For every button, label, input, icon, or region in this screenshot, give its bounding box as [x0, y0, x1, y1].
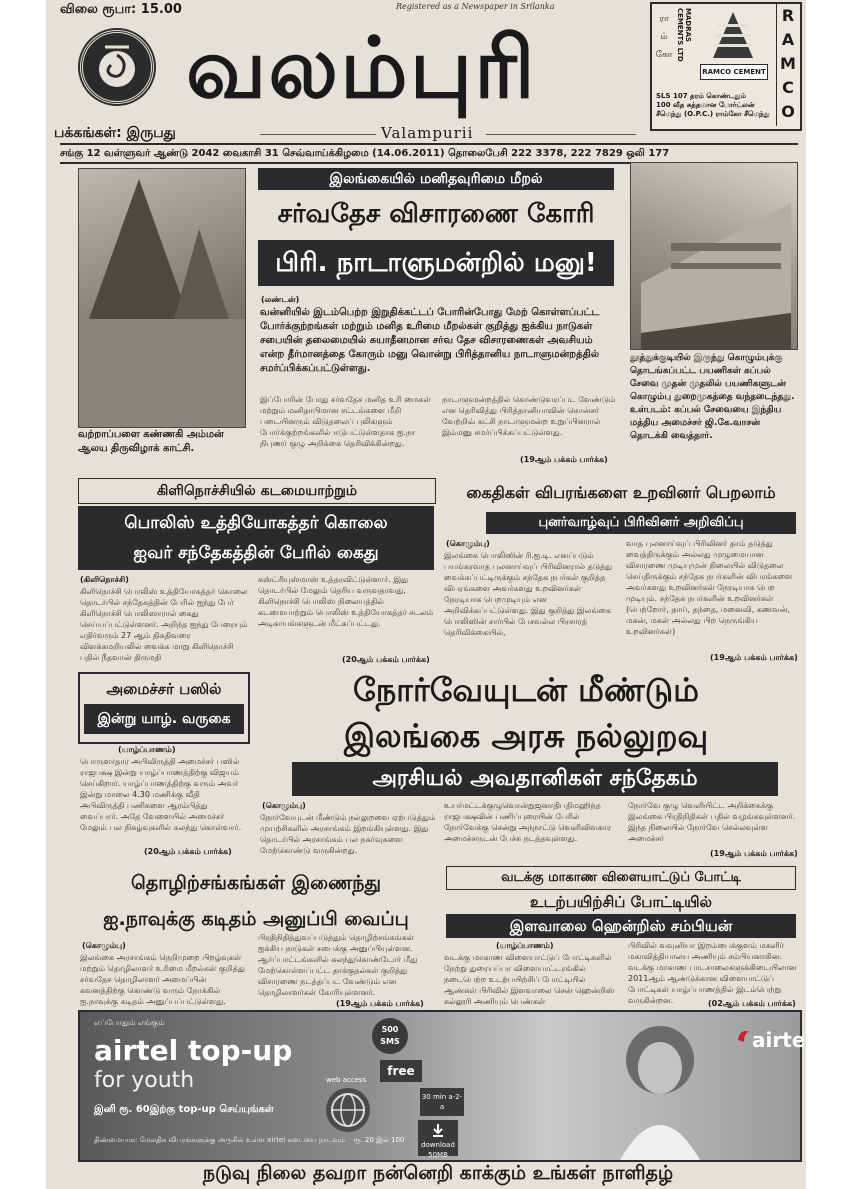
story1-dateline: (லண்டன்): [261, 295, 300, 304]
story5-body-3: நோர்வே குழு வெளியிட்ட அறிக்கைக்கு இலங்கை பிரதிநிதிகள் பதில் வழங்கவுள்ளனர். இந்த நிலையில் நோர்வே செல்லவுள்ள அமைச்சர்: [628, 801, 796, 843]
story4-dateline: (யாழ்ப்பாணம்): [118, 745, 176, 754]
story1-continued: (19ஆம் பக்கம் பார்க்க): [520, 455, 608, 464]
ramco-left-3: கோ: [655, 50, 673, 60]
ramco-description: [656, 92, 774, 119]
story3-body: இலங்கை பொலிஸின் ரி.ஐ.டி. எனப்படும் பயங்கரவாத புலனாய்வுப் பிரிவினரால் தடுத்து வைக்கப்பட்டிருக்கும் சந்தேக நபர்கள் குறித்த விபரங்களை அவர்களது உறவினர்கள் நேரடியாக பெறமுடியும் என அறிவிக்கப்பட்டுள்ளது. இது குறித்து இலங்கை பொலிஸின் சார்பில் பேசவல்ல பிரசாரத் தெரிவிக்கையில்,: [444, 551, 613, 637]
ramco-line-3: சீமெந்து (O.P.C.) ராம்கோ சீமெந்து: [656, 110, 770, 118]
story1-body-left: இப்போரின் போது சர்வதேச மனித உரி மைகள் மற்றும் மனிதாபிமான சட்டங்களை மீறி படையினரும் விடுதலைப் புலிகளும் போர்க்குற்றங்களில் ஈடுபட்டுள்ளதாக ஐ.நா நிபுணர் குழு அறிக்கை தெரிவிக்கின்றது.: [260, 395, 431, 448]
story3-body-right: வாத புலனாய்வுப் பிரிவினர் தாம் தடுத்து வைத்திருக்கும் அல்லது முழுமையான விசாரணை முடியுமுன் நிலையில் விடுதலை செய்திருக்கும் சந்தேக நபர்களின் விபரங்களை அவர்களது உறவினர்கள் நேரடியாக பெற முடியும். சந்தேக நபர்களின் உறவினர்கள் (பெற்றோர், தாய், தந்தை, மனைவி, கணவன், மகன், மகள் அல்லது பிற நெருங்கிய உறவினர்கள்): [626, 539, 793, 636]
title-rule-right: [486, 134, 636, 135]
story5-body-2: உயர்மட்டக்குழுவொன்றுஜனாதிபதிமஹிந்த ராஜபக்ஷவின் பணிப்புரையின் பேரில் நோர்வேக்கு சென்று அந்நாட்டு வெளிவிவகார அமைச்சருடன் பேச்சு நடத்தவுள்ளது.: [444, 801, 612, 843]
ad-offer: இனி ரூ. 60இற்கு top-up செய்யுங்கள்: [94, 1104, 274, 1115]
ship-photo-caption: தூத்துக்குடியில் இருந்து கொழும்புக்கு தொடங்கப்பட்ட பயணிகள் கப்பல் சேவை முதன் முதலில் பயணிகளுடன் கொழும்பு துறைமுகத்தை வந்தடைந்தது. உள்படம்: கப்பல் சேவையை இந்திய மத்திய அமைச்சர் ஜி.கே.வாசன் தொடக்கி வைத்தார்.: [630, 353, 795, 441]
ramco-line-1: SLS 107 தரம் கொண்டதும்: [656, 92, 747, 100]
pages-count: பக்கங்கள்: இருபது: [54, 125, 176, 141]
ramco-letter-a: A: [781, 30, 795, 49]
footer-slogan: நடுவு நிலை தவறா நன்னெறி காக்கும் உங்கள் நாளிதழ்: [202, 1162, 674, 1184]
story1-body-right: நாடாளுமன்றத்தில் கொண்டுவரப்பட வேண்டும் என தெரிவித்து பிரித்தானியாவின் கொன்சர் வேற்றிவ் கட்சி நாடாளுமன்ற உறுப்பினரால் இம்மனு சமர்ப்பிக்கப்பட்டுள்ளது.: [442, 395, 616, 437]
ad-brand: airtel: [752, 1028, 813, 1052]
story4-body: பொருளாதார அபிவிருத்தி அமைச்சர் பஸில் ராஜபக்ஷ இன்று யாழ்ப்பாணத்திற்கு விஜயம் செய்கிறார். யாழ்ப்பாணத்திற்கு வரும் அவர் இன்று மாலை 4.30 மணிக்கு வீதி அபிவிருத்தி பணிகளை ஆரம்பித்து வைப்பார். அதே வேளையில் அமைச்சர் மேலும் பல நிகழ்வுகளில் கலந்து கொள்வார்.: [80, 757, 242, 832]
story7-body-right: பிரிவில் வவுனியா இறம்பைக்குளம் மகளிர் மகாவித்தியாலய அணியும் சம்பியனாகின. வடக்கு மாகாண பாடசாலைகளுக்கிடையிலான 2011ஆம் ஆண்டுக்கான விளையாட்டுப் போட்டிகள் யாழ்ப்பாணத்தில் இடம்பெற்று வருகின்றன.: [628, 941, 797, 1005]
story2-headline-1: பொலிஸ் உத்தியோகத்தர் கொலை: [124, 513, 388, 533]
ad-footer: திண்மையாக: மேலதிக விபரங்களுக்கு அருகில் உள்ள airtel கடையை நாடவும்: [94, 1136, 345, 1144]
story2-continued: (20ஆம் பக்கம் பார்க்க): [342, 655, 430, 664]
smiling-woman-photo: [600, 1020, 720, 1160]
airtel-advertisement: [78, 1010, 813, 1162]
ad-title: airtel top-up: [94, 1034, 293, 1067]
globe-icon: [326, 1088, 370, 1132]
ad-tagline-small: எப்போதும் எங்கும்: [94, 1018, 165, 1027]
temple-photo-caption: வற்றாப்பளை கண்ணகி அம்மன் ஆலய திருவிழாக் காட்சி.: [78, 429, 224, 454]
story3-subhead: புனர்வாழ்வுப் பிரிவினர் அறிவிப்பு: [486, 512, 796, 534]
story4-continued: (20ஆம் பக்கம் பார்க்க): [144, 847, 232, 856]
story4-headline-box: [78, 672, 250, 744]
ramco-cement-ad: [650, 2, 802, 131]
story1-headline-2: பிரி. நாடாளுமன்றில் மனு!: [258, 240, 614, 286]
ramco-line-2: 100 வீத சுத்தமான போர்ட்லன்: [656, 101, 755, 109]
story5-dateline: (கொழும்பு): [262, 801, 306, 810]
story2-headline-box: [78, 506, 434, 570]
ramco-letter-m: M: [780, 54, 796, 73]
story5-body-1: நோர்வேயுடன் மீண்டும் நல்லுறவை ஏற்படுத்தும் முயற்சிகளில் அரசாங்கம் இறங்கியுள்ளது. இது தொடர்பில் அரசாங்கம் பல நகர்வுகளை மேற்கொண்டு வருகின்றது.: [260, 813, 436, 855]
story2-headline-2: ஐவர் சந்தேகத்தின் பேரில் கைது: [133, 543, 379, 563]
story3-dateline: (கொழும்பு): [446, 539, 490, 548]
story1-headline-1: சர்வதேச விசாரணை கோரி: [277, 199, 595, 229]
temple-festival-photo: [78, 168, 246, 428]
download-icon: [430, 1122, 446, 1138]
ad-badge-web: web access: [326, 1076, 367, 1084]
temple-tower-icon: [698, 10, 768, 60]
ramco-logo: RAMCO CEMENT: [700, 64, 768, 80]
issue-dateline: சங்கு 12 வள்ளுவர் ஆண்டு 2042 வைகாசி 31 செவ்வாய்க்கிழமை (14.06.2011) தொலைபேசி 222 3378, 222 7829 ஒலி 177: [60, 143, 798, 164]
newspaper-page: [46, 0, 813, 1189]
story4-kicker: அமைச்சர் பஸில்: [106, 680, 222, 698]
story7-dateline: (யாழ்ப்பாணம்): [496, 941, 554, 950]
story6-dateline: (கொழும்பு): [82, 941, 126, 950]
story7-headline-2: இளவாலை ஹென்றிஸ் சம்பியன்: [446, 914, 796, 938]
ad-badge-download: download 50MB: [418, 1120, 458, 1156]
story5-continued: (19ஆம் பக்கம் பார்க்க): [710, 849, 798, 858]
story3-kicker: கைதிகள் விபரங்களை உறவினர் பெறலாம்: [466, 483, 776, 502]
price-label: விலை ரூபா: 15.00: [60, 2, 182, 17]
story7-body: வடக்கு மாகாண விளையாட்டுப் போட்டிகளில் நேற்று துரையப்பா விளையாட்டரங்கில் நடைபெற்ற உடற்பயிற்சிப் போட்டியில் ஆண்கள் பிரிவில் இளவாலை சென் ஹென்றிஸ் கல்லூரி அணியும் பெண்கள்: [444, 953, 615, 1006]
masthead-title-english: Valampurii: [381, 124, 474, 142]
ramco-left-1: ரா: [659, 14, 669, 24]
story6-continued: (19ஆம் பக்கம் பார்க்க): [336, 999, 424, 1008]
registration-note: Registered as a Newspaper in Srilanka: [396, 2, 555, 11]
ad-subtitle: for youth: [94, 1068, 195, 1093]
conch-logo-icon: [80, 30, 154, 104]
story6-headline-2: ஐ.நாவுக்கு கடிதம் அனுப்பி வைப்பு: [103, 908, 409, 930]
ramco-letter-c: C: [782, 78, 794, 97]
masthead-title: வலம்புரி: [186, 19, 537, 117]
ad-badge-price: ரூ. 20 இல் 100: [354, 1136, 405, 1144]
story7-kicker: வடக்கு மாகாண விளையாட்டுப் போட்டி: [446, 866, 796, 890]
story6-headline-1: தொழிற்சங்கங்கள் இணைந்து: [131, 872, 381, 894]
ramco-left-2: ம்: [660, 32, 668, 42]
ramco-letter-o: O: [781, 102, 795, 121]
story4-headline: இன்று யாழ். வருகை: [84, 704, 244, 734]
story2-kicker: கிளிநொச்சியில் கடமையாற்றும்: [78, 478, 436, 504]
story1-lead: வன்னியில் இடம்பெற்ற இறுதிக்கட்டப் போரின்போது மேற் கொள்ளப்பட்ட போர்க்குற்றங்கள் மற்றும் மனித உரிமை மீறல்கள் குறித்து ஐக்கிய நாடுகள் சபையின் தலைமையில் சுயாதீனமான சர்வ தேச விசாரணைகள் அவசியம் என்ற தீர்மானத்தை கோரும் மனு வொன்று பிரித்தானிய நாடாளுமன்றத்தில் சமர்ப்பிக்கப்பட்டுள்ளது.: [260, 307, 600, 374]
ad-badge-minutes: 30 min a-2-a: [420, 1088, 464, 1116]
ramco-side-text: MADRAS CEMENTS LTD: [676, 8, 692, 62]
story6-body: இலங்கை அரசாங்கம் நெறிமுறை பிறழ்வுகள் மற்றும் தொழிலாளர் உரிமை மீறல்கள் குறித்து சர்வதேச தொழிலாளர் அமைப்பின் கவனத்திற்கு கொண்டு வரும் நோக்கில் ஐ.நாவுக்கு கடிதம் அனுப்பப்பட்டுள்ளது.: [80, 953, 245, 1006]
story3-continued: (19ஆம் பக்கம் பார்க்க): [710, 653, 798, 662]
story7-continued: (02ஆம் பக்கம் பார்க்க): [708, 999, 796, 1008]
story5-headline-1: நோர்வேயுடன் மீண்டும்: [353, 671, 699, 709]
airtel-logo-icon: [734, 1026, 754, 1046]
story1-kicker: இலங்கையில் மனிதவுரிமை மீறல்: [258, 168, 614, 190]
story7-headline-1: உடற்பயிற்சிப் போட்டியில்: [529, 893, 713, 911]
story2-dateline: (கிளிநொச்சி): [80, 575, 129, 584]
ad-badge-free: free: [380, 1060, 422, 1082]
passenger-ship-photo: [630, 162, 798, 350]
ad-badge-sms: 500 SMS: [372, 1018, 408, 1054]
story6-body-right: பிரதிநிதித்துவப்படுத்தும் தொழிற்சங்கங்கள் ஐக்கிய நாடுகள் சபைக்கு அனுப்பியுள்ளன. ஆர்ப்பாட்டங்களில் கலந்துகொண்டோர் மீது மேற்கொள்ளப்பட்ட தாக்குதல்கள் குறித்து விசாரணை நடத்தப்பட வேண்டும் என தொழிலாளர்கள் கோரியுள்ளனர்.: [258, 933, 418, 997]
story5-headline-2: இலங்கை அரசு நல்லுறவு: [343, 717, 709, 755]
story2-body: கிளிநொச்சி பொலிஸ் உத்தியோகத்தர் கொலை தொடர்பில் சந்தேகத்தின் பேரில் ஐந்து பேர் கிளிநொச்சி பொலிஸாரால் கைது செய்யப்பட்டுள்ளனர். அறிந்த ஐந்து பேரையும் எதிர்வரும் 27 ஆம் திகதிவரை விளக்கமறியலில் வைக்க மாறு கிளிநொச்சி பதில் நீதவான் திருமதி: [80, 587, 248, 662]
ramco-letter-r: R: [781, 6, 795, 25]
title-rule-left: [260, 134, 376, 135]
story2-body-right: கஸ்ட்ரியுஸ்மாஸ் உத்தரவிட்டுள்ளார். இது தொடர்பில் மேலும் தெரிய வருவதாவது, கிளிநொச்சி பொலிஸ் நிலையத்தில் கடமையாற்றும் பொலிஸ் உத்தியோகத்தர் சடலம் அடிகாயங்களுடன் மீட்கப்பட்டது.: [258, 575, 434, 628]
story5-subhead: அரசியல் அவதானிகள் சந்தேகம்: [292, 762, 778, 796]
